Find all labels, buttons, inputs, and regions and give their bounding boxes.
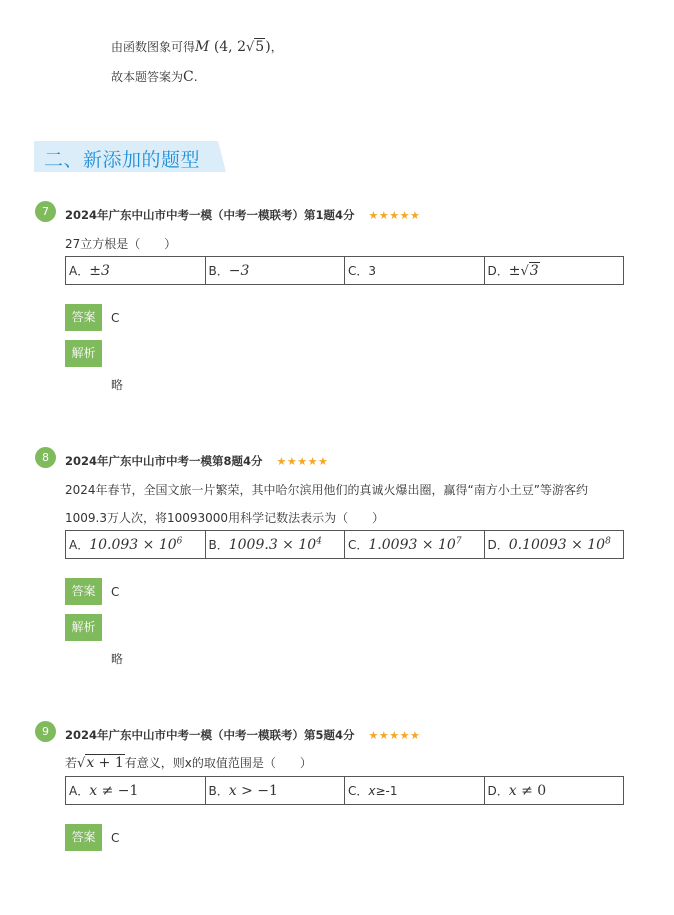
- difficulty-stars: ★★★★★: [368, 209, 421, 222]
- stem-prefix: 若: [65, 756, 78, 770]
- analysis-text: 略: [111, 652, 124, 666]
- difficulty-stars: ★★★★★: [276, 455, 329, 468]
- section-title: 二、新添加的题型: [44, 149, 201, 171]
- question-number-badge: 9: [35, 721, 56, 742]
- question-stem: 2024年春节，全国文旅一片繁荣，其中哈尔滨用他们的真诚火爆出圈，赢得“南方小土豆”等游客约: [65, 483, 588, 497]
- solution-text: 故本题答案为: [111, 70, 184, 84]
- stem-math: √x + 1: [77, 755, 124, 771]
- options-table: [65, 776, 624, 805]
- question-header: [65, 727, 420, 743]
- analysis-text: 略: [111, 378, 124, 392]
- question-stem: 27立方根是（ ）: [65, 237, 177, 251]
- stem-suffix: 有意义，则x的取值范围是（ ）: [124, 756, 312, 770]
- question-header: [65, 207, 420, 223]
- option-b[interactable]: B．x > −1: [205, 777, 345, 805]
- solution-math: M (4, 2√5): [195, 39, 271, 55]
- question-number-badge: 8: [35, 447, 56, 468]
- question-stem: [65, 754, 312, 771]
- section-heading: [34, 141, 226, 172]
- question-header: [65, 453, 328, 469]
- question-source: 2024年广东中山市中考一模（中考一模联考）第1题4分: [65, 208, 355, 222]
- solution-punct: .: [193, 70, 198, 84]
- option-b[interactable]: B．$1009.3 \times 10^4$: [205, 531, 345, 559]
- options-table: [65, 256, 624, 285]
- solution-math: C: [183, 69, 194, 85]
- option-c[interactable]: C．$1.0093 \times 10^7$: [345, 531, 485, 559]
- answer-value: C: [111, 831, 120, 845]
- answer-tag[interactable]: 答案: [65, 578, 102, 605]
- option-b[interactable]: B．−3: [205, 257, 345, 285]
- options-table: [65, 530, 624, 559]
- answer-tag[interactable]: 答案: [65, 824, 102, 851]
- option-c[interactable]: C．3: [345, 257, 485, 285]
- question-source: 2024年广东中山市中考一模第8题4分: [65, 454, 263, 468]
- answer-value: C: [111, 311, 120, 325]
- question-stem: 1009.3万人次，将10093000用科学记数法表示为（ ）: [65, 511, 385, 525]
- solution-punct: ，: [270, 40, 283, 54]
- option-c[interactable]: C．x≥-1: [345, 777, 485, 805]
- analysis-tag[interactable]: 解析: [65, 614, 102, 641]
- answer-value: C: [111, 585, 120, 599]
- solution-line-2: [111, 68, 198, 85]
- option-d[interactable]: D．x ≠ 0: [484, 777, 624, 805]
- option-d[interactable]: D．±√3: [484, 257, 624, 285]
- solution-line-1: [111, 38, 283, 55]
- option-a[interactable]: A．x ≠ −1: [66, 777, 206, 805]
- solution-text: 由函数图象可得: [111, 40, 196, 54]
- difficulty-stars: ★★★★★: [368, 729, 421, 742]
- question-source: 2024年广东中山市中考一模（中考一模联考）第5题4分: [65, 728, 355, 742]
- question-number-badge: 7: [35, 201, 56, 222]
- option-a[interactable]: A．$10.093 \times 10^6$: [66, 531, 206, 559]
- analysis-tag[interactable]: 解析: [65, 340, 102, 367]
- option-a[interactable]: A．±3: [66, 257, 206, 285]
- option-d[interactable]: D．$0.10093 \times 10^8$: [484, 531, 624, 559]
- answer-tag[interactable]: 答案: [65, 304, 102, 331]
